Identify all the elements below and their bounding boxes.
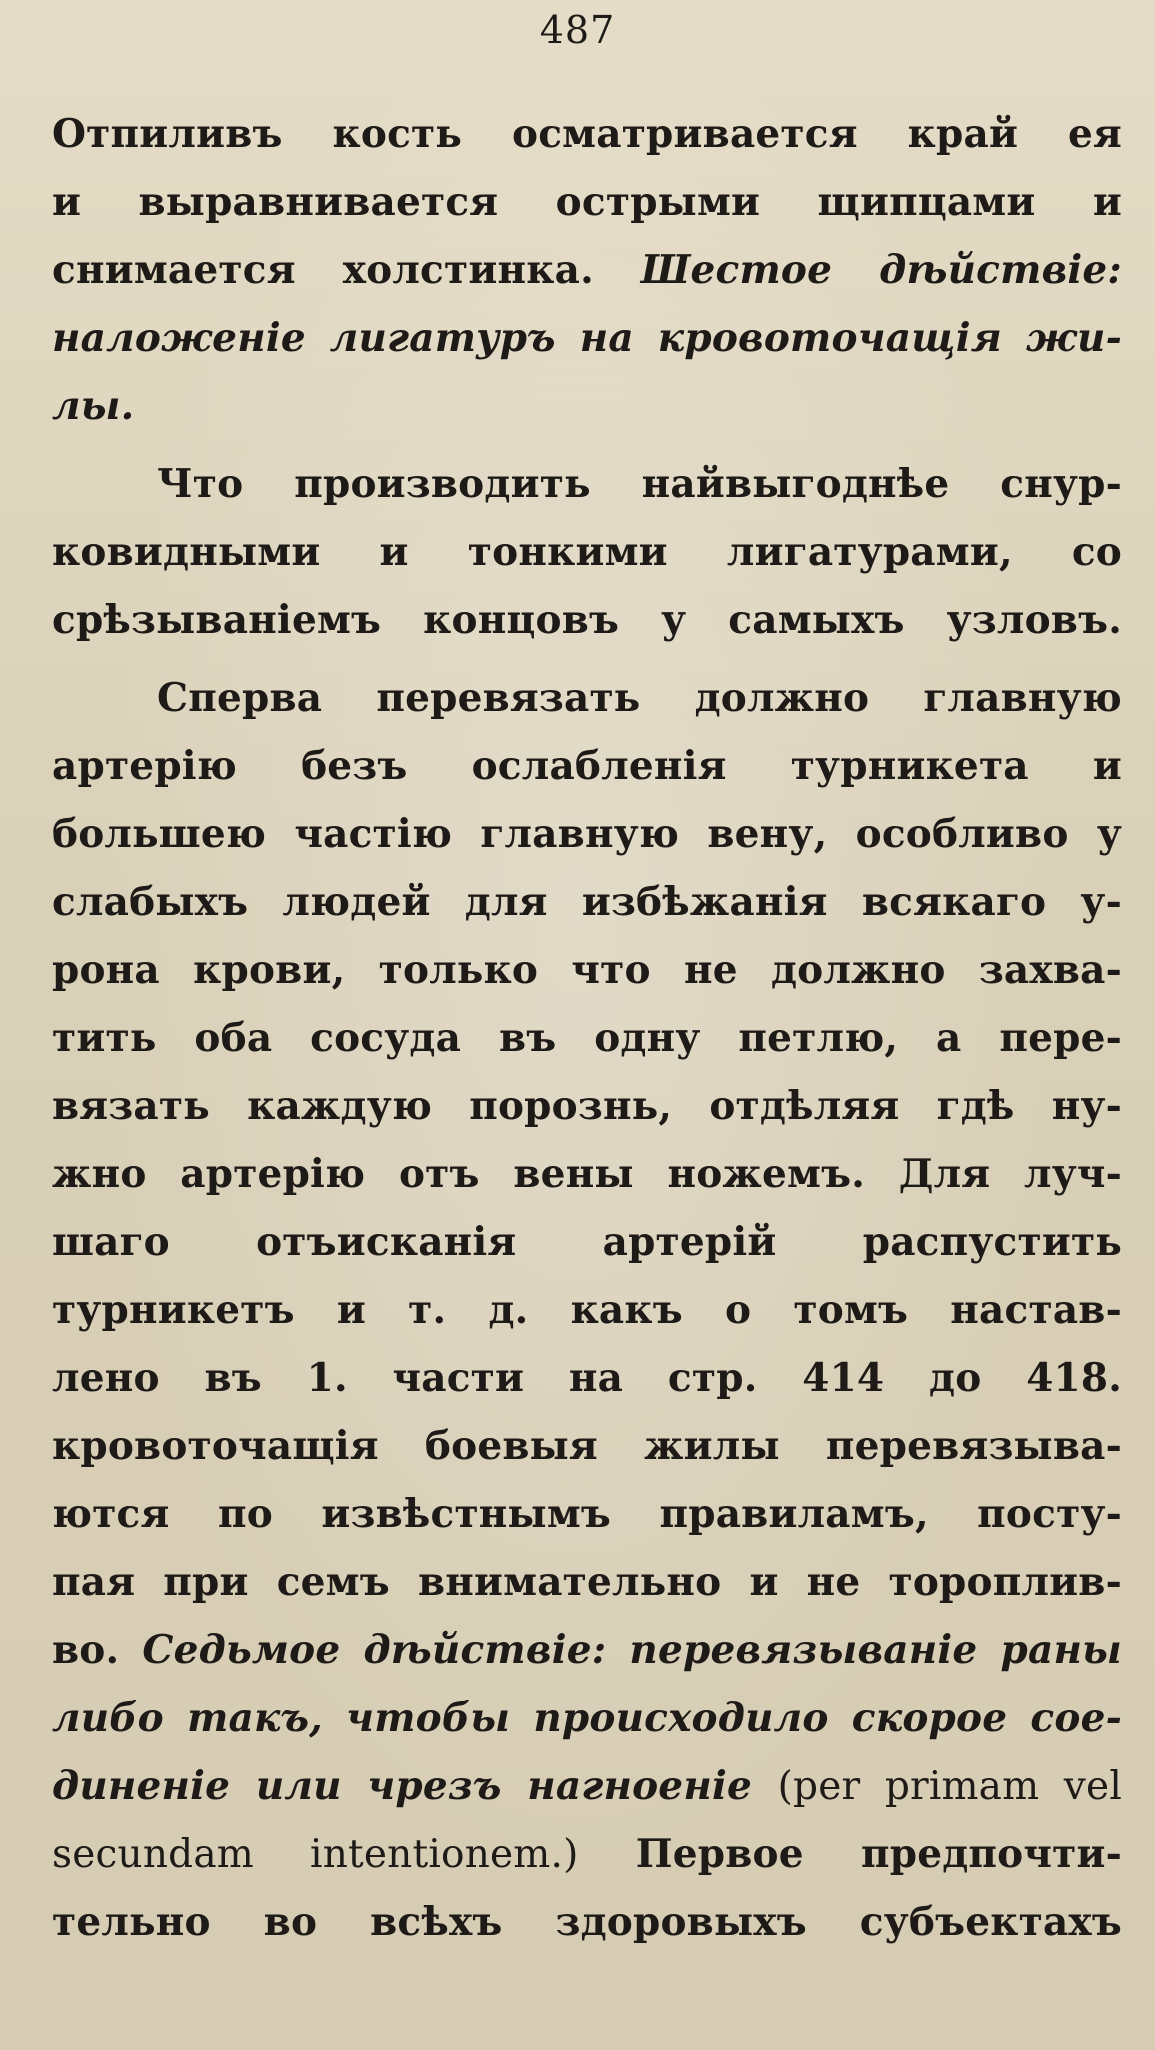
italic-text: Седьмое дѣйствіе: перевязываніе раны [142, 1627, 1122, 1673]
body-text-segment: Первое предпочти- [578, 1831, 1122, 1877]
latin-text: secundam intentionem.) [52, 1832, 579, 1877]
body-text-segment: Что производить найвыгоднѣе снур- [157, 461, 1122, 507]
page-number: 487 [539, 8, 616, 52]
text-line [52, 1888, 1122, 1956]
text-line [52, 1480, 1122, 1548]
text-line [52, 800, 1122, 868]
body-text-segment: большею частію главную вену, особливо у [52, 811, 1122, 857]
body-text-segment: пая при семъ внимательно и не тороплив- [52, 1559, 1122, 1605]
body-text-segment: ковидными и тонкими лигатурами, со [52, 529, 1122, 575]
text-line [52, 1616, 1122, 1684]
body-text-segment: слабыхъ людей для избѣжанія всякаго у- [52, 879, 1122, 925]
body-text-segment: шаго отъисканія артерій распустить [52, 1219, 1122, 1265]
text-line [52, 868, 1122, 936]
text-line [52, 664, 1122, 732]
text-line [52, 1344, 1122, 1412]
body-text-segment: тельно во всѣхъ здоровыхъ субъектахъ [52, 1899, 1122, 1945]
body-text-segment: турникетъ и т. д. какъ о томъ настав- [52, 1287, 1122, 1333]
text-line [52, 1820, 1122, 1888]
body-text-segment: ются по извѣстнымъ правиламъ, посту- [52, 1491, 1122, 1537]
italic-text: диненіе или чрезъ нагноеніе [52, 1763, 778, 1809]
text-line [52, 304, 1122, 372]
text-line [52, 586, 1122, 654]
text-line [52, 1412, 1122, 1480]
latin-text: (per primam vel [777, 1764, 1122, 1809]
body-text-segment: Отпиливъ кость осматривается край ея [52, 111, 1122, 157]
text-line [52, 1208, 1122, 1276]
body-text-segment: во. [52, 1627, 143, 1673]
italic-text: лы. [52, 383, 135, 429]
body-text-segment: срѣзываніемъ концовъ у самыхъ узловъ. [52, 597, 1122, 643]
body-text-segment: тить оба сосуда въ одну петлю, а пере- [52, 1015, 1122, 1061]
italic-text: Шестое дѣйствіе: [640, 247, 1123, 293]
text-line [52, 372, 1122, 440]
body-text-segment: лено въ 1. части на стр. 414 до 418. [52, 1355, 1122, 1401]
body-text-segment: Сперва перевязать должно главную [157, 675, 1122, 721]
body-text-segment: артерію безъ ослабленія турникета и [52, 743, 1122, 789]
body-text-segment: кровоточащія боевыя жилы перевязыва- [52, 1423, 1122, 1469]
text-line [52, 1072, 1122, 1140]
body-text [52, 100, 1122, 1956]
body-text-segment: и выравнивается острыми щипцами и [52, 179, 1122, 225]
text-line [52, 936, 1122, 1004]
text-line [52, 1752, 1122, 1820]
text-line [52, 1004, 1122, 1072]
text-line [52, 518, 1122, 586]
body-text-segment: рона крови, только что не должно захва- [52, 947, 1122, 993]
text-line [52, 236, 1122, 304]
text-line [52, 450, 1122, 518]
italic-text: либо такъ, чтобы происходило скорое сое- [52, 1695, 1122, 1741]
body-text-segment: снимается холстинка. [52, 247, 641, 293]
text-line [52, 1548, 1122, 1616]
text-line [52, 100, 1122, 168]
text-line [52, 168, 1122, 236]
text-line [52, 1684, 1122, 1752]
italic-text: наложеніе лигатуръ на кровоточащія жи- [52, 315, 1122, 361]
body-text-segment: жно артерію отъ вены ножемъ. Для луч- [52, 1151, 1122, 1197]
body-text-segment: вязать каждую порознь, отдѣляя гдѣ ну- [52, 1083, 1122, 1129]
text-line [52, 732, 1122, 800]
text-line [52, 1276, 1122, 1344]
text-line [52, 1140, 1122, 1208]
